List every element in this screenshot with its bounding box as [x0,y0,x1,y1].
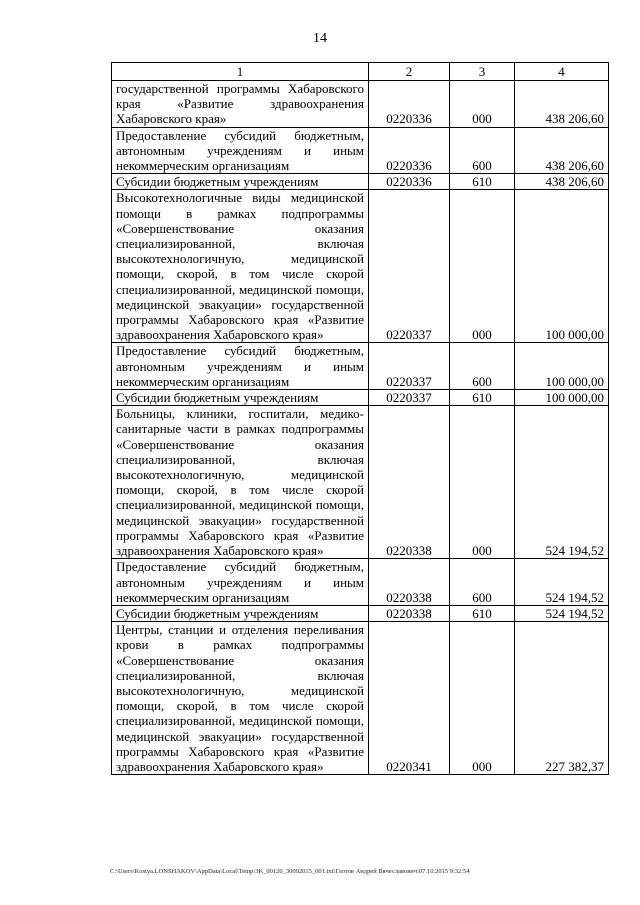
table-row [112,81,609,128]
header-col-3: 3 [450,63,515,81]
row-name: Высокотехнологичные виды медицинской помощи в рамках подпрограммы «Совершенствование оказания специализированной, включая высокотехнологичную, медицинской помощи, скорой, в том числе скорой специализированной, медицинской помощи, медицинской эвакуации» государственной программы Хабаровского края «Развитие здравоохранения Хабаровского края» [112,190,369,343]
row-expense-type: 600 [450,127,515,174]
row-amount: 438 206,60 [515,174,609,190]
row-expense-type: 000 [450,622,515,775]
row-amount: 227 382,37 [515,622,609,775]
header-col-2: 2 [369,63,450,81]
table-row [112,127,609,174]
row-amount: 100 000,00 [515,190,609,343]
row-expense-type: 610 [450,390,515,406]
table-row [112,190,609,343]
row-target-code: 0220336 [369,127,450,174]
row-target-code: 0220338 [369,406,450,559]
row-amount: 524 194,52 [515,559,609,606]
row-name: Предоставление субсидий бюджетным, автономным учреждениям и иным некоммерческим организациям [112,343,369,390]
row-expense-type: 600 [450,343,515,390]
row-target-code: 0220338 [369,605,450,621]
row-target-code: 0220336 [369,81,450,128]
table-row [112,406,609,559]
table-row [112,605,609,621]
row-name: государственной программы Хабаровского края «Развитие здравоохранения Хабаровского края» [112,81,369,128]
row-expense-type: 000 [450,81,515,128]
row-expense-type: 000 [450,406,515,559]
row-target-code: 0220336 [369,174,450,190]
header-col-4: 4 [515,63,609,81]
footer-file-path: C:\Users\Kostya.LONSHAKOV\AppData\Local\Temp\3K_00120_30092015_001.txt\Глотов Андрей Вячеславович\07.10.2015 9:32:54 [110,868,470,875]
row-target-code: 0220337 [369,343,450,390]
row-amount: 438 206,60 [515,127,609,174]
row-name: Субсидии бюджетным учреждениям [112,390,369,406]
row-expense-type: 600 [450,559,515,606]
row-amount: 100 000,00 [515,343,609,390]
row-amount: 100 000,00 [515,390,609,406]
row-target-code: 0220337 [369,390,450,406]
row-name: Предоставление субсидий бюджетным, автономным учреждениям и иным некоммерческим организациям [112,559,369,606]
page-number: 14 [313,31,327,46]
row-name: Центры, станции и отделения переливания крови в рамках подпрограммы «Совершенствование оказания специализированной, включая высокотехнологичную, медицинской помощи, скорой, в том числе скорой специализированной, медицинской помощи, медицинской эвакуации» государственной программы Хабаровского края «Развитие здравоохранения Хабаровского края» [112,622,369,775]
header-col-1: 1 [112,63,369,81]
table-row [112,343,609,390]
table-header-row [112,63,609,81]
table-row [112,622,609,775]
row-expense-type: 610 [450,174,515,190]
row-name: Субсидии бюджетным учреждениям [112,174,369,190]
table-row [112,390,609,406]
budget-table [111,62,609,775]
table-row [112,174,609,190]
table-row [112,559,609,606]
row-name: Больницы, клиники, госпитали, медико-санитарные части в рамках подпрограммы «Совершенствование оказания специализированной, включая высокотехнологичную, медицинской помощи, скорой, в том числе скорой специализированной, медицинской помощи, медицинской эвакуации» государственной программы Хабаровского края «Развитие здравоохранения Хабаровского края» [112,406,369,559]
row-expense-type: 000 [450,190,515,343]
row-amount: 438 206,60 [515,81,609,128]
row-name: Субсидии бюджетным учреждениям [112,605,369,621]
row-target-code: 0220338 [369,559,450,606]
row-target-code: 0220337 [369,190,450,343]
row-amount: 524 194,52 [515,406,609,559]
row-expense-type: 610 [450,605,515,621]
row-amount: 524 194,52 [515,605,609,621]
row-name: Предоставление субсидий бюджетным, автономным учреждениям и иным некоммерческим организациям [112,127,369,174]
row-target-code: 0220341 [369,622,450,775]
